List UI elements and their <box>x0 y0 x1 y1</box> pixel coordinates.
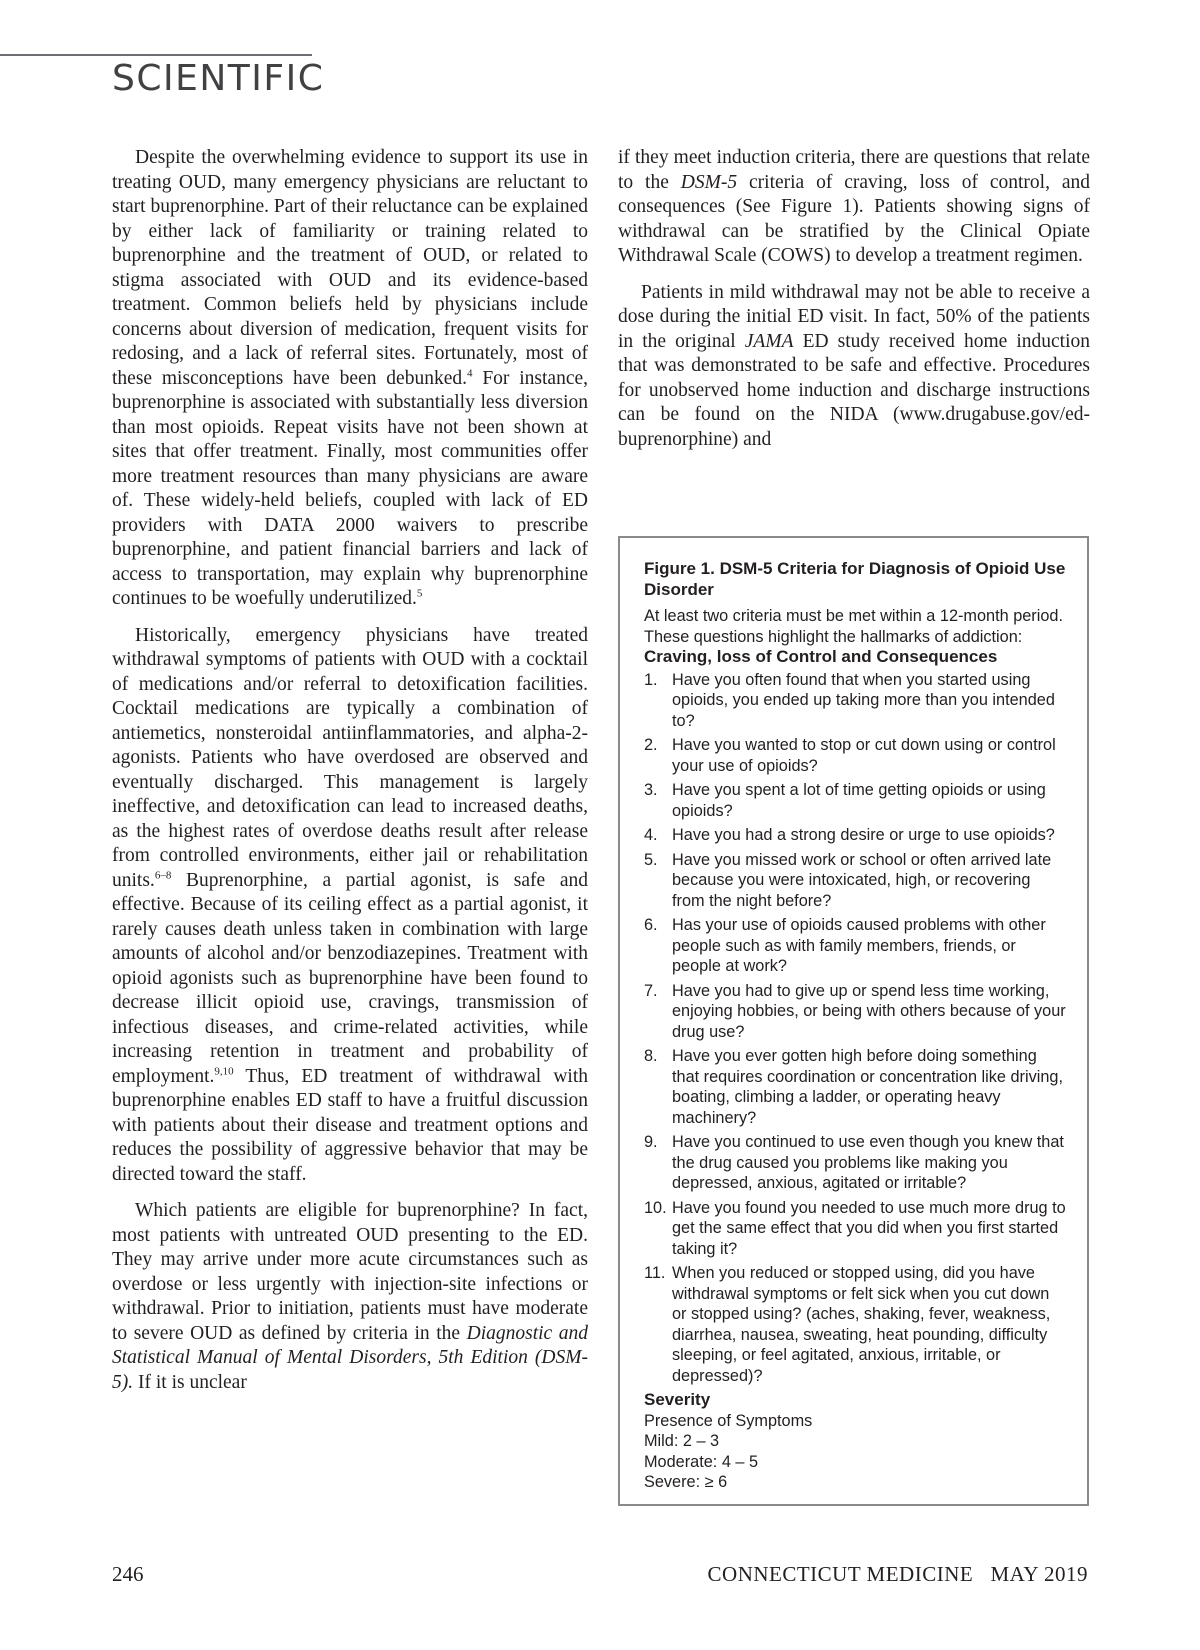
journal-footer: CONNECTICUT MEDICINE MAY 2019 <box>707 1562 1088 1586</box>
right-column <box>618 146 1090 464</box>
criteria-text: Have you often found that when you started using opioids, you ended up taking more than you intended to? <box>672 670 1055 730</box>
citation-ref: 9,10 <box>214 1065 234 1077</box>
criteria-text: Have you had a strong desire or urge to use opioids? <box>672 826 1055 844</box>
criteria-text: When you reduced or stopped using, did you have withdrawal symptoms or felt sick when you cut down or stopped using? (aches, shaking, fever, weakness, diarrhea, nausea, sweating, heat pounding, difficulty sleeping, or feel agitated, anxious, irritable, or depressed)? <box>672 1264 1051 1385</box>
citation-ref: 4 <box>467 367 473 379</box>
body-paragraph: if they meet induction criteria, there are questions that relate to the DSM-5 criteria of craving, loss of control, and consequences (See Figure 1). Patients showing signs of withdrawal can be stratified by the Clinical Opiate Withdrawal Scale (COWS) to develop a treatment regimen. <box>618 147 1090 266</box>
criteria-item <box>644 1263 1071 1386</box>
criteria-number: 3. <box>644 781 658 799</box>
criteria-item <box>644 1198 1071 1260</box>
page-number: 246 <box>112 1562 144 1586</box>
figure-title: Figure 1. DSM-5 Criteria for Diagnosis of Opioid Use Disorder <box>644 559 1066 599</box>
criteria-number: 8. <box>644 1047 658 1065</box>
criteria-number: 5. <box>644 850 658 869</box>
severity-line: Severe: ≥ 6 <box>644 1473 728 1491</box>
criteria-text: Have you spent a lot of time getting opioids or using opioids? <box>672 781 1046 820</box>
body-paragraph: Historically, emergency physicians have treated withdrawal symptoms of patients with OUD with a cocktail of medications and/or referral to detoxification facilities. Cocktail medications are typically a combination of antiemetics, nonsteroidal antiinflammatories, and alpha-2-agonists. Patients who have overdosed are observed and eventually discharged. This management is largely ineffective, and detoxification can lead to increased deaths, as the highest rates of overdose deaths result after release from controlled environments, either jail or rehabilitation units.$^{6-8}$ Buprenorphine, a partial agonist, is safe and effective. Because of its ceiling effect as a partial agonist, it rarely causes death unless taken in combination with large amounts of alcohol and/or benzodiazepines. Treatment with opioid agonists such as buprenorphine have been found to decrease illicit opioid use, cravings, transmission of infectious diseases, and crime-related activities, while increasing retention in treatment and probability of employment.$^{9,10}$ Thus, ED treatment of withdrawal with buprenorphine enables ED staff to have a fruitful discussion with patients about their disease and treatment options and reduces the possibility of aggressive behavior that may be directed toward the staff. <box>112 624 589 1185</box>
section-label: SCIENTIFIC <box>112 58 325 99</box>
figure-subheading: Craving, loss of Control and Consequences <box>644 647 998 666</box>
severity-line: Presence of Symptoms <box>644 1411 813 1430</box>
header-rule <box>0 54 312 56</box>
criteria-item <box>644 825 1071 846</box>
criteria-item <box>644 981 1071 1043</box>
criteria-list <box>644 670 1071 1387</box>
criteria-item <box>644 670 1071 732</box>
criteria-number: 6. <box>644 916 658 934</box>
citation-ref: 6–8 <box>154 869 172 881</box>
criteria-item <box>644 735 1071 776</box>
left-column <box>112 146 588 1407</box>
criteria-number: 7. <box>644 981 658 1000</box>
criteria-text: Have you wanted to stop or cut down using or control your use of opioids? <box>672 736 1056 775</box>
criteria-item <box>644 780 1071 821</box>
criteria-text: Have you had to give up or spend less time working, enjoying hobbies, or being with others because of your drug use? <box>672 981 1066 1041</box>
body-paragraph: Which patients are eligible for buprenorphine? In fact, most patients with untreated OUD presenting to the ED. They may arrive under more acute circumstances such as overdose or less urgently with injection-site infections or withdrawal. Prior to initiation, patients must have moderate to severe OUD as defined by criteria in the Diagnostic and Statistical Manual of Mental Disorders, 5th Edition (DSM-5). If it is unclear <box>112 1200 589 1393</box>
figure-intro: At least two criteria must be met within a 12-month period. These questions highlight the hallmarks of addiction: <box>644 607 1063 646</box>
body-paragraph: Patients in mild withdrawal may not be able to receive a dose during the initial ED visit. In fact, 50% of the patients in the original JAMA ED study received home induction that was demonstrated to be safe and effective. Procedures for unobserved home induction and discharge instructions can be found on the NIDA (www.drugabuse.gov/ed-buprenorphine) and <box>618 281 1090 450</box>
body-paragraph: Despite the overwhelming evidence to support its use in treating OUD, many emergency physicians are reluctant to start buprenorphine. Part of their reluctance can be explained by either lack of familiarity or training related to buprenorphine and the treatment of OUD, or related to stigma associated with OUD and its evidence-based treatment. Common beliefs held by physicians include concerns about diversion of medication, frequent visits for redosing, and a lack of referral sites. Fortunately, most of these misconceptions have been debunked.$^4$ For instance, buprenorphine is associated with substantially less diversion than most opioids. Repeat visits have not been shown at sites that offer treatment. Finally, most communities offer more treatment resources than many physicians are aware of. These widely-held beliefs, coupled with lack of ED providers with DATA 2000 waivers to prescribe buprenorphine, and patient financial barriers and lack of access to transportation, may explain why buprenorphine continues to be woefully underutilized.$^5$ <box>112 147 589 609</box>
criteria-item <box>644 1132 1071 1194</box>
criteria-text: Have you ever gotten high before doing something that requires coordination or concentration like driving, boating, climbing a ladder, or operating heavy machinery? <box>672 1047 1063 1127</box>
criteria-number: 2. <box>644 736 658 754</box>
criteria-item <box>644 1046 1071 1128</box>
criteria-text: Have you continued to use even though you knew that the drug caused you problems like making you depressed, anxious, agitated or irritable? <box>672 1133 1064 1192</box>
severity-line: Mild: 2 – 3 <box>644 1432 720 1450</box>
criteria-item <box>644 915 1071 977</box>
criteria-number: 11. <box>644 1264 666 1282</box>
severity-heading: Severity <box>644 1390 711 1409</box>
citation-ref: 5 <box>416 587 423 600</box>
criteria-number: 10. <box>644 1198 667 1217</box>
criteria-text: Have you found you needed to use much more drug to get the same effect that you did when you first started taking it? <box>672 1198 1066 1258</box>
criteria-number: 1. <box>644 670 658 689</box>
criteria-number: 4. <box>644 826 658 844</box>
criteria-text: Have you missed work or school or often arrived late because you were intoxicated, high, or recovering from the night before? <box>672 850 1052 910</box>
severity-line: Moderate: 4 – 5 <box>644 1452 759 1471</box>
figure-box <box>618 536 1089 1506</box>
criteria-number: 9. <box>644 1133 658 1151</box>
criteria-text: Has your use of opioids caused problems with other people such as with family members, friends, or people at work? <box>672 916 1046 975</box>
criteria-item <box>644 850 1071 912</box>
